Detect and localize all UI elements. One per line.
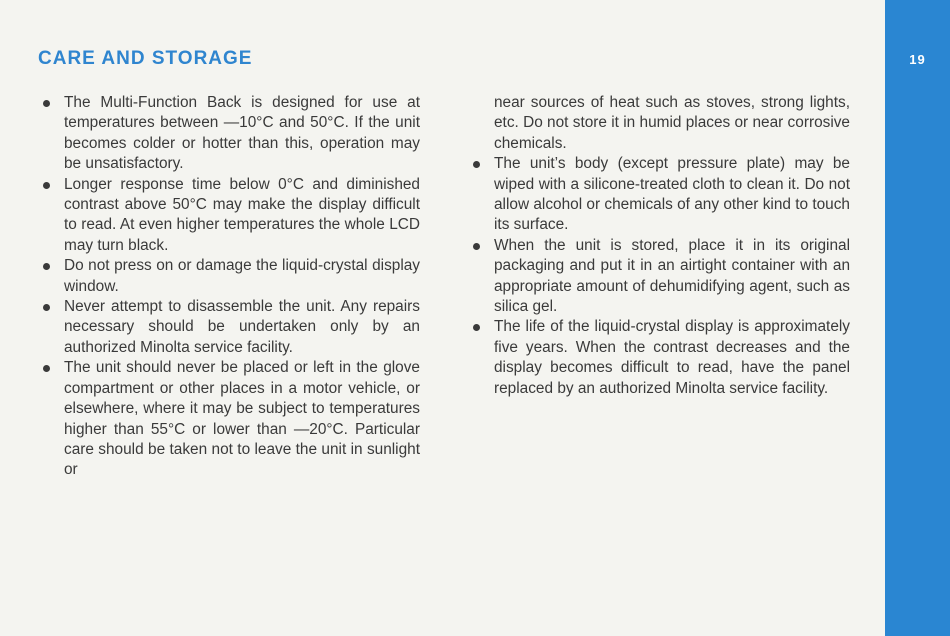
bullet-icon [43,100,50,107]
list-item [470,236,850,318]
bullet-icon [43,182,50,189]
bullet-icon [473,161,480,168]
page-tab-sidebar [885,0,950,636]
list-item-text: The unit’s body (except pressure plate) may be wiped with a silicone-treated cloth to clean it. Do not allow alcohol or chemicals of any other kind to touch its surface. [494,155,850,234]
list-item [40,297,420,358]
continued-text: near sources of heat such as stoves, strong lights, etc. Do not store it in humid places or near corrosive chemicals. [494,94,850,152]
list-item-text: The life of the liquid-crystal display is approximately five years. When the contrast decreases and the display becomes difficult to read, have the panel replaced by an authorized Minolta service facility. [494,318,850,397]
list-item [40,93,420,175]
list-item [470,317,850,399]
page-number: 19 [909,52,926,67]
list-item-text: Do not press on or damage the liquid-crystal display window. [64,257,420,295]
bullet-icon [43,365,50,372]
list-item-text: Longer response time below 0°C and diminished contrast above 50°C may make the display difficult to read. At even higher temperatures the whole LCD may turn black. [64,175,420,254]
left-column [40,93,420,481]
bullet-icon [473,243,480,250]
list-item [40,358,420,480]
bullet-icon [43,304,50,311]
bullet-icon [473,324,480,331]
right-column [470,93,850,399]
list-item-text: When the unit is stored, place it in its original packaging and put it in an airtight container with an appropriate amount of dehumidifying agent, such as silica gel. [494,236,850,316]
list-item [40,175,420,257]
list-item-text: Never attempt to disassemble the unit. Any repairs necessary should be undertaken only by an authorized Minolta service facility. [64,298,420,356]
list-item-text: The unit should never be placed or left in the glove compartment or other places in a motor vehicle, or elsewhere, where it may be subject to temperatures higher than 55°C or lower than —20°C. Particular care should be taken not to leave the unit in sunlight or [64,359,420,479]
list-item [470,154,850,236]
bullet-icon [43,263,50,270]
list-item-text: The Multi-Function Back is designed for use at temperatures between —10°C and 50°C. If the unit becomes colder or hotter than this, operation may be unsatisfactory. [64,94,420,173]
list-item [40,256,420,297]
page-title: CARE AND STORAGE [38,48,253,69]
